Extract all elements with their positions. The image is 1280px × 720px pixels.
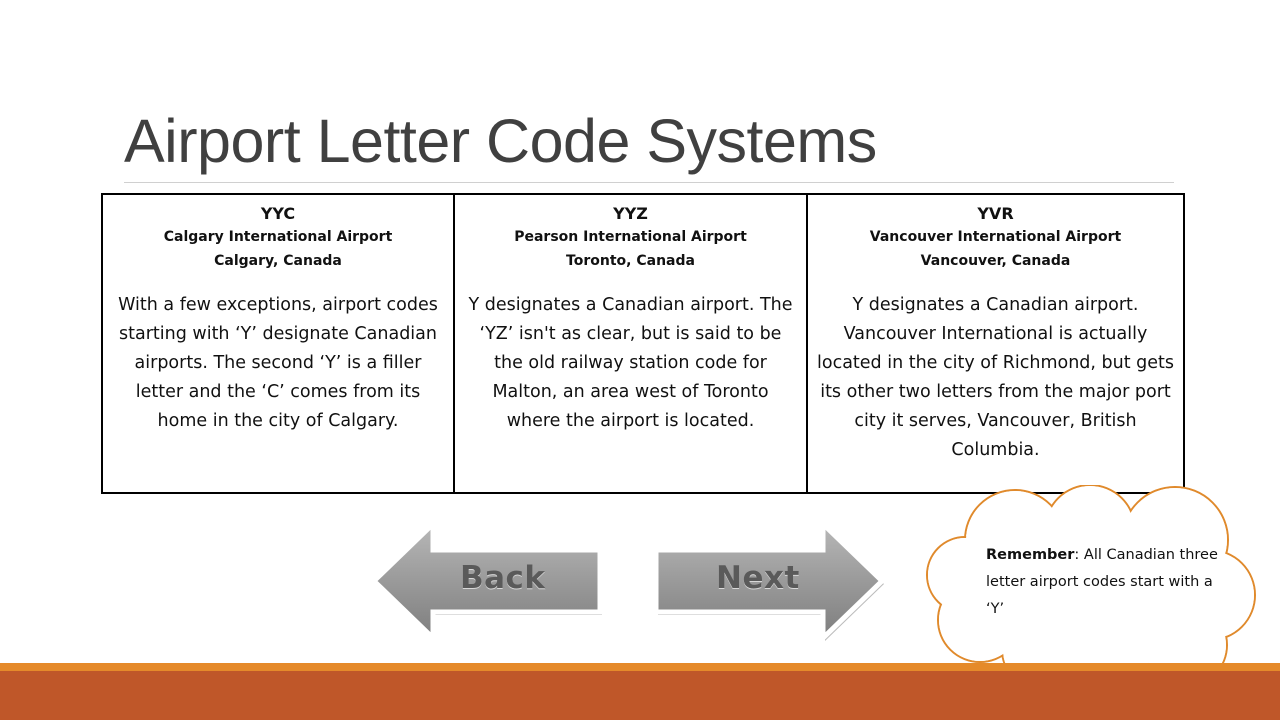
back-button[interactable]	[370, 520, 604, 642]
airport-code: YVR	[977, 204, 1014, 223]
title-divider	[124, 182, 1174, 183]
footer-accent-bar	[0, 663, 1280, 671]
callout-label: Remember	[986, 547, 1075, 563]
airport-description: With a few exceptions, airport codes starting with ‘Y’ designate Canadian airports. The second ‘Y’ is a filler letter and the ‘C’ comes from its home in the city of Calgary.	[118, 295, 438, 431]
airport-city: Toronto, Canada	[566, 253, 695, 269]
back-label: Back	[460, 560, 546, 596]
next-label: Next	[716, 560, 800, 596]
airport-code-table	[101, 193, 1185, 494]
airport-cell-yyc	[103, 195, 455, 492]
airport-city: Vancouver, Canada	[920, 253, 1071, 269]
airport-code: YYC	[260, 204, 296, 223]
airport-cell-yyz	[455, 195, 808, 492]
airport-cell-yvr	[808, 195, 1183, 492]
airport-name: Calgary International Airport	[163, 229, 393, 245]
airport-description: Y designates a Canadian airport. Vancouver International is actually located in the city of Richmond, but gets its other two letters from the major port city it serves, Vancouver, British Columbia.	[817, 295, 1174, 460]
airport-name: Pearson International Airport	[514, 229, 747, 245]
callout-body: : All Canadian three letter airport codes start with a ‘Y’	[986, 547, 1218, 617]
callout-text	[986, 542, 1222, 623]
airport-city: Calgary, Canada	[214, 253, 342, 269]
footer-bar	[0, 671, 1280, 720]
slide-title: Airport Letter Code Systems	[124, 107, 877, 175]
airport-code: YYZ	[613, 204, 648, 223]
next-button[interactable]	[652, 520, 886, 642]
airport-description: Y designates a Canadian airport. The ‘YZ’ isn't as clear, but is said to be the old railway station code for Malton, an area west of Toronto where the airport is located.	[468, 295, 793, 431]
airport-name: Vancouver International Airport	[869, 229, 1122, 245]
